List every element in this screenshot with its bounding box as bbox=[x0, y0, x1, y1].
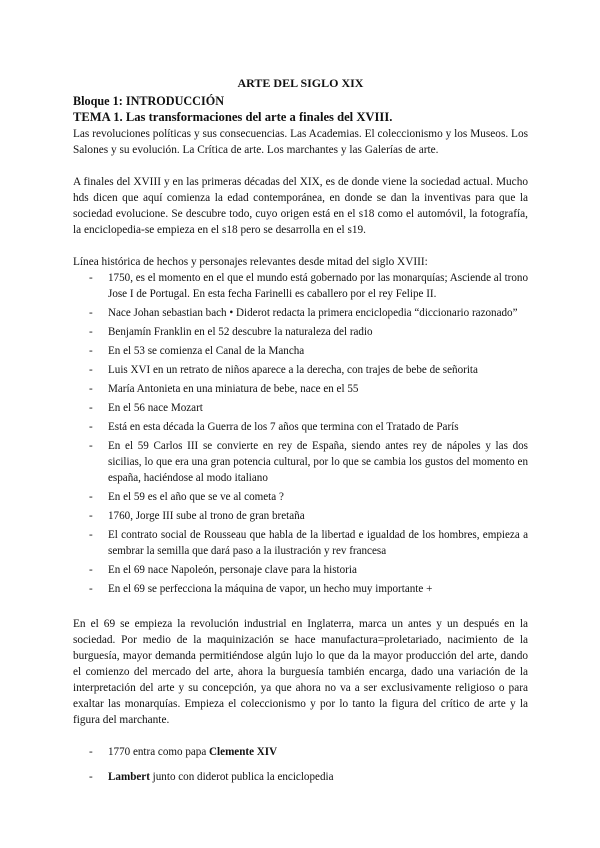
timeline-item bbox=[73, 305, 528, 321]
timeline-item bbox=[73, 508, 528, 524]
final-item bbox=[73, 744, 528, 760]
dash-bullet: - bbox=[89, 510, 93, 522]
dash-bullet: - bbox=[89, 383, 93, 395]
timeline-item bbox=[73, 438, 528, 486]
dash-bullet: - bbox=[89, 440, 93, 452]
timeline-item bbox=[73, 343, 528, 359]
timeline-item-text: En el 59 Carlos III se convierte en rey de España, siendo antes rey de nápoles y las dos sicilias, lo que era una gran potencia cultural, por lo que se cambia los gustos del momento en españa, haciéndose al modo italiano bbox=[108, 440, 528, 484]
timeline-item-text: María Antonieta en una miniatura de bebe, nace en el 55 bbox=[108, 383, 359, 395]
timeline-item-text: En el 69 nace Napoleón, personaje clave para la historia bbox=[108, 564, 357, 576]
timeline-item-text: Benjamín Franklin en el 52 descubre la naturaleza del radio bbox=[108, 326, 373, 338]
final-item-bold: Lambert bbox=[108, 771, 150, 783]
timeline-item bbox=[73, 562, 528, 578]
timeline-item-text: En el 69 se perfecciona la máquina de vapor, un hecho muy importante + bbox=[108, 583, 433, 595]
timeline-item bbox=[73, 489, 528, 505]
dash-bullet: - bbox=[89, 583, 93, 595]
dash-bullet: - bbox=[89, 529, 93, 541]
dash-bullet: - bbox=[89, 421, 93, 433]
dash-bullet: - bbox=[89, 345, 93, 357]
timeline-item bbox=[73, 527, 528, 559]
timeline-item bbox=[73, 324, 528, 340]
dash-bullet: - bbox=[89, 771, 93, 783]
final-item-text: 1770 entra como papa bbox=[108, 746, 210, 758]
timeline-item bbox=[73, 270, 528, 302]
timeline-item-text: Está en esta década la Guerra de los 7 años que termina con el Tratado de París bbox=[108, 421, 459, 433]
intro-paragraph: Las revoluciones políticas y sus consecuencias. Las Academias. El coleccionismo y los Museos. Los Salones y su evolución. La Crítica de arte. Los marchantes y las Galerías de arte. bbox=[73, 128, 528, 156]
timeline-item-text: 1760, Jorge III sube al trono de gran bretaña bbox=[108, 510, 305, 522]
dash-bullet: - bbox=[89, 272, 93, 284]
final-item-text-after: junto con diderot publica la enciclopedia bbox=[149, 771, 334, 783]
timeline-item-text: En el 59 es el año que se ve al cometa ? bbox=[108, 491, 284, 503]
timeline-item bbox=[73, 419, 528, 435]
timeline-item-text: En el 56 nace Mozart bbox=[108, 402, 203, 414]
dash-bullet: - bbox=[89, 326, 93, 338]
document-title: ARTE DEL SIGLO XIX bbox=[237, 76, 364, 90]
dash-bullet: - bbox=[89, 402, 93, 414]
timeline-item bbox=[73, 400, 528, 416]
timeline-intro: Línea histórica de hechos y personajes relevantes desde mitad del siglo XVIII: bbox=[73, 256, 428, 268]
final-list bbox=[73, 744, 528, 785]
paragraph-3: En el 69 se empieza la revolución industrial en Inglaterra, marca un antes y un después en la sociedad. Por medio de la maquinización se hace manufactura=proletariado, nacimiento de la burguesía, mayor demanda permitiéndose algún lujo lo que da la mayor producción del arte, dando el comienzo del mercado del arte, ahora la burguesía también encarga, dado una variación de la interpretación del arte y su concepción, ya que ahora no va a ser exclusivamente religioso o para exaltar las monarquías. Empieza el coleccionismo y por lo tanto la figura del crítico de arte y la figura del marchante. bbox=[73, 618, 528, 726]
final-item-bold: Clemente XIV bbox=[209, 746, 278, 758]
timeline-item bbox=[73, 381, 528, 397]
timeline-item-text: Nace Johan sebastian bach • Diderot redacta la primera enciclopedia “diccionario razonado” bbox=[108, 307, 518, 319]
timeline-list bbox=[73, 270, 528, 597]
final-item bbox=[73, 769, 528, 785]
dash-bullet: - bbox=[89, 364, 93, 376]
dash-bullet: - bbox=[89, 307, 93, 319]
timeline-item bbox=[73, 362, 528, 378]
timeline-item-text: En el 53 se comienza el Canal de la Mancha bbox=[108, 345, 305, 357]
timeline-item-text: El contrato social de Rousseau que habla de la libertad e igualdad de los hombres, empieza a sembrar la semilla que dará paso a la ilustración y rev francesa bbox=[108, 529, 528, 557]
dash-bullet: - bbox=[89, 491, 93, 503]
dash-bullet: - bbox=[89, 746, 93, 758]
dash-bullet: - bbox=[89, 564, 93, 576]
timeline-item bbox=[73, 581, 528, 597]
timeline-item-text: Luis XVI en un retrato de niños aparece a la derecha, con trajes de bebe de señorita bbox=[108, 364, 478, 376]
timeline-item-text: 1750, es el momento en el que el mundo está gobernado por las monarquías; Asciende al trono Jose I de Portugal. En esta fecha Farinelli es caballero por el rey Felipe II. bbox=[108, 272, 528, 300]
document-content bbox=[73, 76, 528, 794]
block-heading: Bloque 1: INTRODUCCIÓN bbox=[73, 94, 225, 108]
theme-heading: TEMA 1. Las transformaciones del arte a finales del XVIII. bbox=[73, 110, 393, 124]
paragraph-2: A finales del XVIII y en las primeras décadas del XIX, es de donde viene la sociedad actual. Mucho hds dicen que aquí comienza la edad contemporánea, en donde se dan la inventivas para que la sociedad evolucione. Se descubre todo, cuyo origen está en el s18 como el automóvil, la fotografía, la enciclopedia-se empieza en el s18 pero se desarrolla en el s19. bbox=[73, 176, 528, 236]
